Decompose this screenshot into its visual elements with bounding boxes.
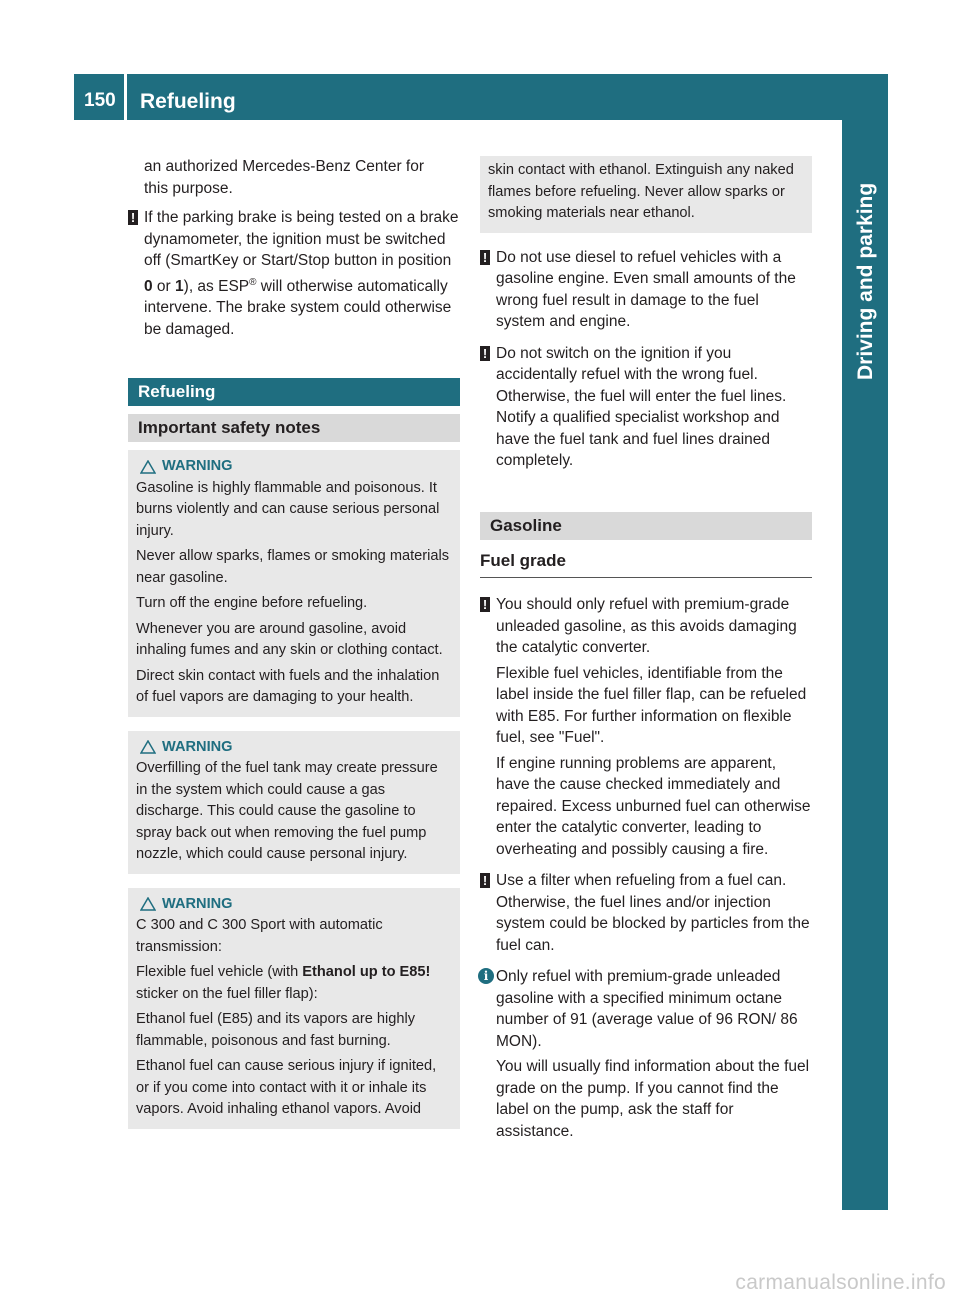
warning-triangle-icon [140,740,156,754]
premium-note-paragraph: You should only refuel with premium-grade unleaded gasoline, as this avoids damaging the catalytic converter. [496,596,797,656]
ignition-note [480,343,812,472]
warning-paragraph: Whenever you are around gasoline, avoid inhaling fumes and any skin or clothing contact. [136,620,443,659]
warning-paragraph: Turn off the engine before refueling. [136,595,368,612]
warning-title: WARNING [162,738,233,755]
warning-paragraph: Ethanol fuel can cause serious injury if ignited, or if you come into contact with it or inhale its vapors. Avoid inhaling ethanol vapors. Avoid [136,1058,437,1118]
caution-icon: ! [128,210,138,225]
section-title: Refueling [128,378,460,406]
chapter-tab-label: Driving and parking [854,182,877,380]
warning-box-gasoline [128,450,460,717]
ignition-note-text: Do not switch on the ignition if you accidentally refuel with the wrong fuel. Otherwise, the fuel will enter the fuel lines. Notify a qualified specialist workshop and have the fuel tank and fuel lines drained completely. [496,344,787,469]
left-column [128,156,460,1129]
warning-paragraph: Flexible fuel vehicle (with Ethanol up to E85! sticker on the fuel filler flap): [136,964,431,1002]
warning-continued-text: skin contact with ethanol. Extinguish any naked flames before refueling. Never allow sparks or smoking materials near ethanol. [488,162,794,221]
warning-box-overfilling [128,731,460,874]
caution-icon: ! [480,250,490,265]
topic-title: Fuel grade [480,550,812,579]
caution-icon: ! [480,597,490,612]
warning-box-ethanol [128,888,460,1129]
warning-triangle-icon [140,460,156,474]
warning-paragraph: Gasoline is highly flammable and poisonous. It burns violently and can cause serious personal injury. [136,479,440,539]
warning-paragraph: Overfilling of the fuel tank may create pressure in the system which could cause a gas discharge. This could cause the gasoline to spray back out when removing the fuel pump nozzle, which could cause personal injury. [136,760,438,863]
footer-watermark: carmanualsonline.info [735,1271,946,1294]
page-title: Refueling [140,90,236,113]
diesel-note-text: Do not use diesel to refuel vehicles with a gasoline engine. Even small amounts of the wrong fuel result in damage to the fuel system and engine. [496,248,796,330]
warning-paragraph: Ethanol fuel (E85) and its vapors are highly flammable, poisonous and fast burning. [136,1011,416,1049]
warning-box-continued [480,156,812,233]
filter-note-text: Use a filter when refueling from a fuel can. Otherwise, the fuel lines and/or injection system could be blocked by particles from the fuel can. [496,872,810,954]
warning-paragraph: C 300 and C 300 Sport with automatic transmission: [136,917,383,955]
warning-title: WARNING [162,895,233,912]
page-number: 150 [84,90,116,111]
premium-note-paragraph: Flexible fuel vehicles, identifiable from the label inside the fuel filler flap, can be refueled with E85. For further information on flexible fuel, see "Fuel". [496,664,807,746]
header-divider [124,74,127,120]
premium-note-paragraph: If engine running problems are apparent, have the cause checked immediately and repaired. Excess unburned fuel can otherwise enter the catalytic converter, leading to overheating and possibly causing a fire. [496,754,811,858]
info-icon: i [478,968,494,984]
intro-line-1: an authorized Mercedes-Benz Center for [144,158,425,175]
subsection-title: Important safety notes [128,414,460,442]
intro-line-2: this purpose. [144,179,233,197]
caution-icon: ! [480,346,490,361]
caution-icon: ! [480,873,490,888]
subsection-title-gasoline: Gasoline [480,512,812,540]
diesel-note [480,247,812,333]
octane-info-paragraph: Only refuel with premium-grade unleaded gasoline with a specified minimum octane number of 91 (average value of 96 RON/ 86 MON). [496,968,798,1050]
octane-info-paragraph: You will usually find information about the fuel grade on the pump. If you cannot find the label on the pump, ask the staff for assistance. [496,1058,810,1140]
octane-info-note [480,966,812,1142]
warning-triangle-icon [140,897,156,911]
parking-brake-note-text: If the parking brake is being tested on a brake dynamometer, the ignition must be switched off (SmartKey or Start/Stop button in position 0 or 1), as ESP® will otherwise automatically intervene. The brake system could otherwise be damaged. [144,209,459,338]
premium-fuel-note [480,594,812,860]
warning-paragraph: Direct skin contact with fuels and the inhalation of fuel vapors are damaging to your health. [136,667,440,706]
parking-brake-note [128,207,460,340]
right-column [480,156,812,1142]
warning-paragraph: Never allow sparks, flames or smoking materials near gasoline. [136,548,450,586]
filter-note [480,870,812,956]
warning-title: WARNING [162,458,233,475]
